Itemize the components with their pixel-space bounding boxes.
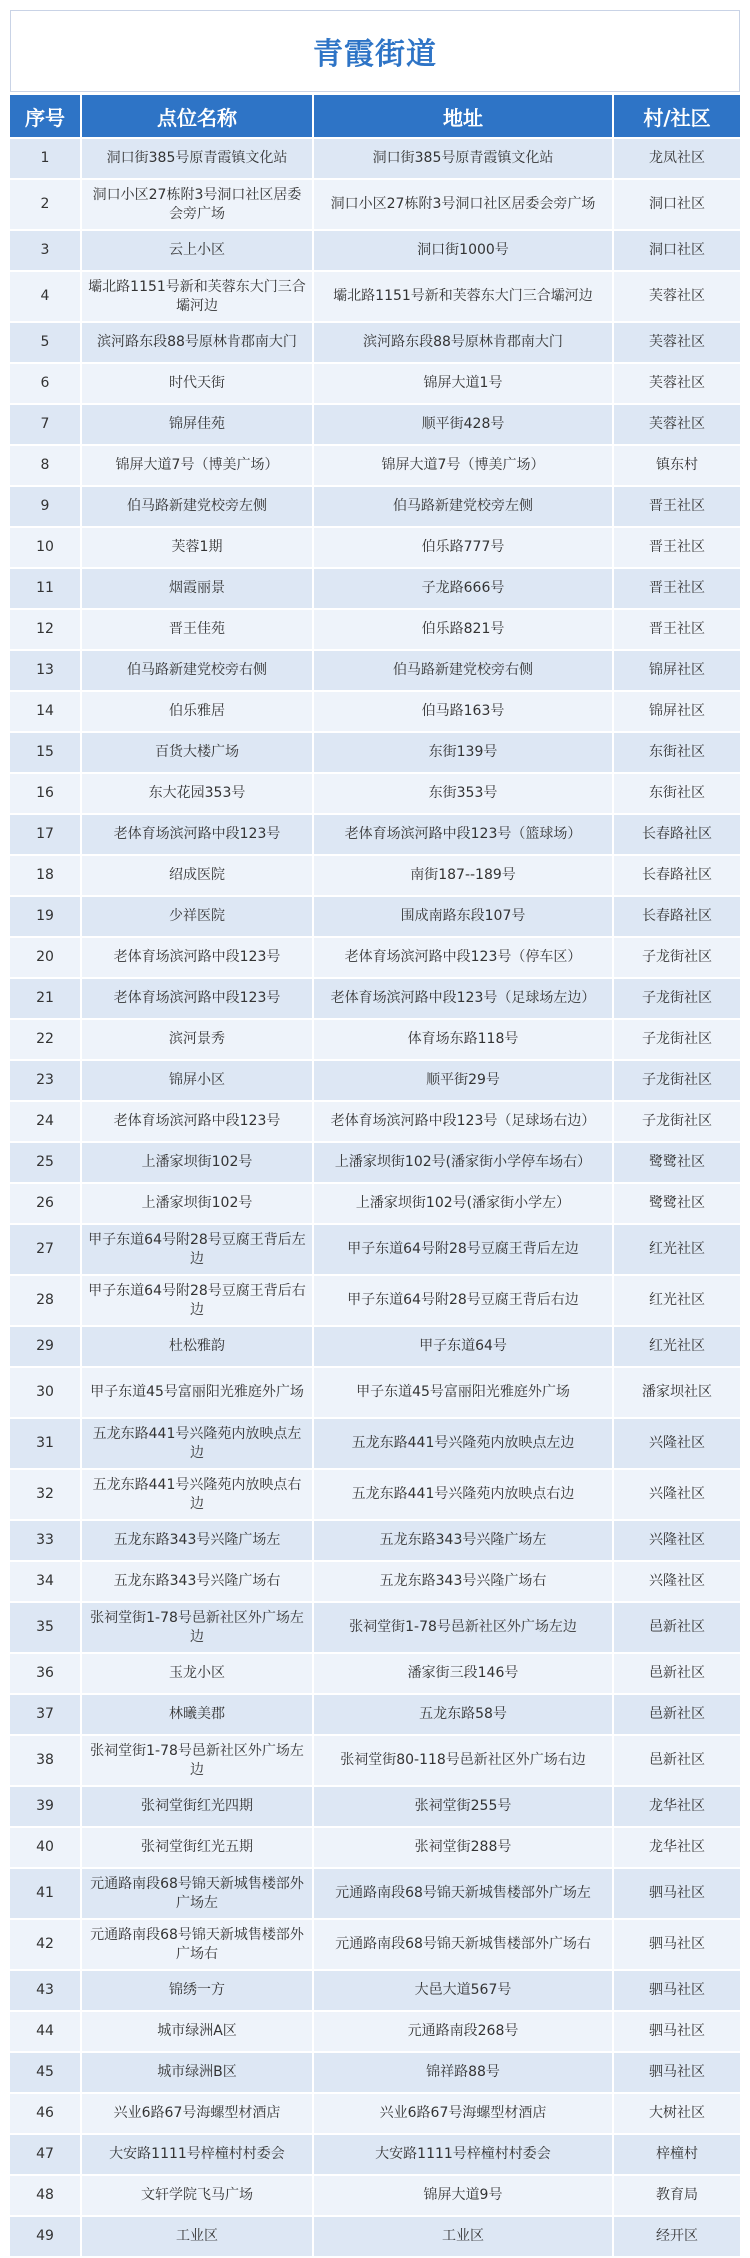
table-row bbox=[10, 364, 740, 403]
cell-community: 洞口社区 bbox=[614, 180, 740, 229]
cell-index: 41 bbox=[10, 1869, 82, 1918]
cell-address: 伯乐路777号 bbox=[314, 528, 614, 567]
table-row bbox=[10, 1603, 740, 1652]
cell-location-name: 烟霞丽景 bbox=[82, 569, 314, 608]
cell-index: 25 bbox=[10, 1143, 82, 1182]
table-row bbox=[10, 1419, 740, 1468]
cell-address: 张祠堂街1-78号邑新社区外广场左边 bbox=[314, 1603, 614, 1652]
cell-address: 洞口小区27栋附3号洞口社区居委会旁广场 bbox=[314, 180, 614, 229]
table-row bbox=[10, 856, 740, 895]
table-row bbox=[10, 1276, 740, 1325]
cell-community: 红光社区 bbox=[614, 1225, 740, 1274]
cell-location-name: 元通路南段68号锦天新城售楼部外广场左 bbox=[82, 1869, 314, 1918]
cell-community: 大树社区 bbox=[614, 2094, 740, 2133]
cell-location-name: 五龙东路441号兴隆苑内放映点左边 bbox=[82, 1419, 314, 1468]
table-row bbox=[10, 2176, 740, 2215]
cell-address: 工业区 bbox=[314, 2217, 614, 2256]
table-row bbox=[10, 1327, 740, 1366]
table-body bbox=[10, 139, 740, 2256]
cell-location-name: 玉龙小区 bbox=[82, 1654, 314, 1693]
cell-index: 11 bbox=[10, 569, 82, 608]
cell-location-name: 锦绣一方 bbox=[82, 1971, 314, 2010]
cell-index: 39 bbox=[10, 1787, 82, 1826]
table-row bbox=[10, 2217, 740, 2256]
cell-community: 芙蓉社区 bbox=[614, 405, 740, 444]
cell-location-name: 上潘家坝街102号 bbox=[82, 1143, 314, 1182]
cell-community: 红光社区 bbox=[614, 1276, 740, 1325]
cell-index: 8 bbox=[10, 446, 82, 485]
cell-index: 19 bbox=[10, 897, 82, 936]
cell-location-name: 滨河景秀 bbox=[82, 1020, 314, 1059]
cell-address: 锦祥路88号 bbox=[314, 2053, 614, 2092]
cell-address: 顺平街428号 bbox=[314, 405, 614, 444]
cell-address: 洞口街385号原青霞镇文化站 bbox=[314, 139, 614, 178]
table-row bbox=[10, 1102, 740, 1141]
cell-index: 37 bbox=[10, 1695, 82, 1734]
cell-address: 壩北路1151号新和芙蓉东大门三合壩河边 bbox=[314, 272, 614, 321]
cell-index: 45 bbox=[10, 2053, 82, 2092]
cell-community: 芙蓉社区 bbox=[614, 364, 740, 403]
cell-community: 龙凤社区 bbox=[614, 139, 740, 178]
cell-community: 教育局 bbox=[614, 2176, 740, 2215]
location-table bbox=[10, 93, 740, 2258]
cell-index: 18 bbox=[10, 856, 82, 895]
cell-community: 邑新社区 bbox=[614, 1736, 740, 1785]
cell-index: 21 bbox=[10, 979, 82, 1018]
cell-community: 子龙街社区 bbox=[614, 1061, 740, 1100]
cell-index: 23 bbox=[10, 1061, 82, 1100]
cell-index: 49 bbox=[10, 2217, 82, 2256]
cell-index: 13 bbox=[10, 651, 82, 690]
cell-location-name: 张祠堂街1-78号邑新社区外广场左边 bbox=[82, 1603, 314, 1652]
cell-index: 38 bbox=[10, 1736, 82, 1785]
table-row bbox=[10, 938, 740, 977]
cell-address: 南街187--189号 bbox=[314, 856, 614, 895]
cell-address: 元通路南段68号锦天新城售楼部外广场右 bbox=[314, 1920, 614, 1969]
cell-location-name: 锦屏大道7号（博美广场） bbox=[82, 446, 314, 485]
cell-community: 锦屏社区 bbox=[614, 692, 740, 731]
cell-community: 邑新社区 bbox=[614, 1695, 740, 1734]
cell-index: 15 bbox=[10, 733, 82, 772]
cell-address: 锦屏大道1号 bbox=[314, 364, 614, 403]
cell-location-name: 张祠堂街1-78号邑新社区外广场左边 bbox=[82, 1736, 314, 1785]
table-header-row bbox=[10, 95, 740, 137]
cell-address: 老体育场滨河路中段123号（篮球场） bbox=[314, 815, 614, 854]
table-row bbox=[10, 323, 740, 362]
cell-address: 张祠堂街255号 bbox=[314, 1787, 614, 1826]
cell-community: 晋王社区 bbox=[614, 569, 740, 608]
cell-location-name: 上潘家坝街102号 bbox=[82, 1184, 314, 1223]
cell-address: 东街353号 bbox=[314, 774, 614, 813]
cell-location-name: 城市绿洲B区 bbox=[82, 2053, 314, 2092]
cell-location-name: 文轩学院飞马广场 bbox=[82, 2176, 314, 2215]
cell-community: 驷马社区 bbox=[614, 1971, 740, 2010]
cell-index: 6 bbox=[10, 364, 82, 403]
table-row bbox=[10, 1736, 740, 1785]
cell-community: 梓橦村 bbox=[614, 2135, 740, 2174]
cell-community: 驷马社区 bbox=[614, 2012, 740, 2051]
cell-index: 29 bbox=[10, 1327, 82, 1366]
cell-location-name: 老体育场滨河路中段123号 bbox=[82, 938, 314, 977]
cell-location-name: 少祥医院 bbox=[82, 897, 314, 936]
cell-index: 20 bbox=[10, 938, 82, 977]
cell-location-name: 时代天街 bbox=[82, 364, 314, 403]
cell-address: 五龙东路441号兴隆苑内放映点右边 bbox=[314, 1470, 614, 1519]
cell-community: 镇东村 bbox=[614, 446, 740, 485]
cell-index: 27 bbox=[10, 1225, 82, 1274]
cell-address: 五龙东路58号 bbox=[314, 1695, 614, 1734]
cell-index: 17 bbox=[10, 815, 82, 854]
cell-address: 五龙东路343号兴隆广场左 bbox=[314, 1521, 614, 1560]
cell-community: 子龙街社区 bbox=[614, 1020, 740, 1059]
cell-index: 12 bbox=[10, 610, 82, 649]
cell-address: 老体育场滨河路中段123号（停车区） bbox=[314, 938, 614, 977]
cell-index: 26 bbox=[10, 1184, 82, 1223]
cell-community: 长春路社区 bbox=[614, 897, 740, 936]
cell-address: 甲子东道45号富丽阳光雅庭外广场 bbox=[314, 1368, 614, 1417]
table-row bbox=[10, 1184, 740, 1223]
table-row bbox=[10, 528, 740, 567]
cell-index: 22 bbox=[10, 1020, 82, 1059]
cell-address: 东街139号 bbox=[314, 733, 614, 772]
cell-community: 子龙街社区 bbox=[614, 938, 740, 977]
cell-address: 张祠堂街288号 bbox=[314, 1828, 614, 1867]
cell-location-name: 伯马路新建党校旁左侧 bbox=[82, 487, 314, 526]
table-row bbox=[10, 610, 740, 649]
table-row bbox=[10, 231, 740, 270]
cell-location-name: 滨河路东段88号原林肯郡南大门 bbox=[82, 323, 314, 362]
cell-address: 滨河路东段88号原林肯郡南大门 bbox=[314, 323, 614, 362]
cell-index: 30 bbox=[10, 1368, 82, 1417]
cell-index: 34 bbox=[10, 1562, 82, 1601]
cell-location-name: 兴业6路67号海螺型材酒店 bbox=[82, 2094, 314, 2133]
cell-address: 伯马路新建党校旁左侧 bbox=[314, 487, 614, 526]
cell-address: 体育场东路118号 bbox=[314, 1020, 614, 1059]
cell-index: 46 bbox=[10, 2094, 82, 2133]
cell-index: 47 bbox=[10, 2135, 82, 2174]
table-row bbox=[10, 1225, 740, 1274]
cell-index: 9 bbox=[10, 487, 82, 526]
table-row bbox=[10, 569, 740, 608]
cell-community: 长春路社区 bbox=[614, 856, 740, 895]
table-row bbox=[10, 774, 740, 813]
table-row bbox=[10, 1368, 740, 1417]
cell-community: 长春路社区 bbox=[614, 815, 740, 854]
cell-index: 32 bbox=[10, 1470, 82, 1519]
cell-location-name: 壩北路1151号新和芙蓉东大门三合壩河边 bbox=[82, 272, 314, 321]
cell-address: 元通路南段268号 bbox=[314, 2012, 614, 2051]
cell-address: 顺平街29号 bbox=[314, 1061, 614, 1100]
cell-community: 芙蓉社区 bbox=[614, 323, 740, 362]
cell-community: 潘家坝社区 bbox=[614, 1368, 740, 1417]
cell-address: 锦屏大道9号 bbox=[314, 2176, 614, 2215]
cell-index: 28 bbox=[10, 1276, 82, 1325]
cell-address: 伯马路163号 bbox=[314, 692, 614, 731]
table-row bbox=[10, 405, 740, 444]
table-row bbox=[10, 2012, 740, 2051]
cell-location-name: 杜松雅韵 bbox=[82, 1327, 314, 1366]
cell-community: 晋王社区 bbox=[614, 487, 740, 526]
cell-index: 36 bbox=[10, 1654, 82, 1693]
cell-community: 兴隆社区 bbox=[614, 1562, 740, 1601]
cell-address: 元通路南段68号锦天新城售楼部外广场左 bbox=[314, 1869, 614, 1918]
table-row bbox=[10, 487, 740, 526]
cell-address: 老体育场滨河路中段123号（足球场右边） bbox=[314, 1102, 614, 1141]
table-row bbox=[10, 1654, 740, 1693]
cell-location-name: 甲子东道45号富丽阳光雅庭外广场 bbox=[82, 1368, 314, 1417]
cell-index: 42 bbox=[10, 1920, 82, 1969]
cell-address: 甲子东道64号 bbox=[314, 1327, 614, 1366]
cell-address: 锦屏大道7号（博美广场） bbox=[314, 446, 614, 485]
cell-location-name: 五龙东路343号兴隆广场右 bbox=[82, 1562, 314, 1601]
cell-community: 红光社区 bbox=[614, 1327, 740, 1366]
table-row bbox=[10, 692, 740, 731]
table-row bbox=[10, 1521, 740, 1560]
cell-address: 甲子东道64号附28号豆腐王背后左边 bbox=[314, 1225, 614, 1274]
table-row bbox=[10, 1971, 740, 2010]
table-row bbox=[10, 815, 740, 854]
table-row bbox=[10, 1695, 740, 1734]
cell-community: 龙华社区 bbox=[614, 1828, 740, 1867]
table-row bbox=[10, 1920, 740, 1969]
cell-location-name: 大安路1111号梓橦村村委会 bbox=[82, 2135, 314, 2174]
table-row bbox=[10, 1470, 740, 1519]
cell-location-name: 锦屏小区 bbox=[82, 1061, 314, 1100]
table-row bbox=[10, 1562, 740, 1601]
cell-address: 上潘家坝街102号(潘家街小学左） bbox=[314, 1184, 614, 1223]
table-row bbox=[10, 651, 740, 690]
cell-location-name: 工业区 bbox=[82, 2217, 314, 2256]
cell-location-name: 伯乐雅居 bbox=[82, 692, 314, 731]
cell-index: 5 bbox=[10, 323, 82, 362]
cell-index: 3 bbox=[10, 231, 82, 270]
cell-index: 7 bbox=[10, 405, 82, 444]
cell-address: 五龙东路441号兴隆苑内放映点左边 bbox=[314, 1419, 614, 1468]
cell-community: 锦屏社区 bbox=[614, 651, 740, 690]
cell-index: 43 bbox=[10, 1971, 82, 2010]
cell-location-name: 甲子东道64号附28号豆腐王背后左边 bbox=[82, 1225, 314, 1274]
header-community: 村/社区 bbox=[614, 95, 740, 137]
cell-location-name: 绍成医院 bbox=[82, 856, 314, 895]
table-row bbox=[10, 272, 740, 321]
cell-community: 东街社区 bbox=[614, 733, 740, 772]
cell-address: 围成南路东段107号 bbox=[314, 897, 614, 936]
table-row bbox=[10, 733, 740, 772]
cell-community: 鹭鹭社区 bbox=[614, 1143, 740, 1182]
cell-community: 驷马社区 bbox=[614, 2053, 740, 2092]
cell-community: 晋王社区 bbox=[614, 610, 740, 649]
cell-location-name: 云上小区 bbox=[82, 231, 314, 270]
cell-location-name: 洞口小区27栋附3号洞口社区居委会旁广场 bbox=[82, 180, 314, 229]
cell-community: 鹭鹭社区 bbox=[614, 1184, 740, 1223]
cell-location-name: 晋王佳苑 bbox=[82, 610, 314, 649]
cell-location-name: 元通路南段68号锦天新城售楼部外广场右 bbox=[82, 1920, 314, 1969]
cell-address: 大邑大道567号 bbox=[314, 1971, 614, 2010]
cell-location-name: 张祠堂街红光四期 bbox=[82, 1787, 314, 1826]
cell-index: 33 bbox=[10, 1521, 82, 1560]
cell-community: 邑新社区 bbox=[614, 1603, 740, 1652]
cell-index: 31 bbox=[10, 1419, 82, 1468]
header-index: 序号 bbox=[10, 95, 82, 137]
cell-community: 驷马社区 bbox=[614, 1869, 740, 1918]
table-row bbox=[10, 1020, 740, 1059]
page-title: 青霞街道 bbox=[313, 37, 437, 72]
table-row bbox=[10, 979, 740, 1018]
table-row bbox=[10, 2135, 740, 2174]
cell-index: 4 bbox=[10, 272, 82, 321]
cell-address: 老体育场滨河路中段123号（足球场左边） bbox=[314, 979, 614, 1018]
cell-location-name: 张祠堂街红光五期 bbox=[82, 1828, 314, 1867]
cell-community: 经开区 bbox=[614, 2217, 740, 2256]
cell-community: 兴隆社区 bbox=[614, 1470, 740, 1519]
cell-index: 2 bbox=[10, 180, 82, 229]
cell-community: 子龙街社区 bbox=[614, 979, 740, 1018]
cell-community: 芙蓉社区 bbox=[614, 272, 740, 321]
cell-address: 张祠堂街80-118号邑新社区外广场右边 bbox=[314, 1736, 614, 1785]
cell-index: 1 bbox=[10, 139, 82, 178]
cell-location-name: 城市绿洲A区 bbox=[82, 2012, 314, 2051]
cell-community: 兴隆社区 bbox=[614, 1521, 740, 1560]
cell-index: 35 bbox=[10, 1603, 82, 1652]
cell-address: 伯马路新建党校旁右侧 bbox=[314, 651, 614, 690]
cell-community: 邑新社区 bbox=[614, 1654, 740, 1693]
table-row bbox=[10, 180, 740, 229]
cell-location-name: 老体育场滨河路中段123号 bbox=[82, 815, 314, 854]
cell-address: 潘家街三段146号 bbox=[314, 1654, 614, 1693]
table-row bbox=[10, 1869, 740, 1918]
table-row bbox=[10, 139, 740, 178]
table-row bbox=[10, 446, 740, 485]
cell-index: 10 bbox=[10, 528, 82, 567]
cell-community: 子龙街社区 bbox=[614, 1102, 740, 1141]
cell-address: 五龙东路343号兴隆广场右 bbox=[314, 1562, 614, 1601]
cell-index: 16 bbox=[10, 774, 82, 813]
cell-address: 大安路1111号梓橦村村委会 bbox=[314, 2135, 614, 2174]
table-row bbox=[10, 2053, 740, 2092]
cell-address: 兴业6路67号海螺型材酒店 bbox=[314, 2094, 614, 2133]
cell-index: 44 bbox=[10, 2012, 82, 2051]
title-box bbox=[10, 10, 740, 92]
cell-location-name: 锦屏佳苑 bbox=[82, 405, 314, 444]
table-row bbox=[10, 1828, 740, 1867]
cell-index: 14 bbox=[10, 692, 82, 731]
cell-location-name: 甲子东道64号附28号豆腐王背后右边 bbox=[82, 1276, 314, 1325]
cell-location-name: 伯马路新建党校旁右侧 bbox=[82, 651, 314, 690]
cell-address: 甲子东道64号附28号豆腐王背后右边 bbox=[314, 1276, 614, 1325]
cell-location-name: 洞口街385号原青霞镇文化站 bbox=[82, 139, 314, 178]
cell-community: 驷马社区 bbox=[614, 1920, 740, 1969]
cell-index: 48 bbox=[10, 2176, 82, 2215]
table-row bbox=[10, 1787, 740, 1826]
header-location-name: 点位名称 bbox=[82, 95, 314, 137]
cell-address: 上潘家坝街102号(潘家街小学停车场右） bbox=[314, 1143, 614, 1182]
cell-community: 龙华社区 bbox=[614, 1787, 740, 1826]
cell-community: 兴隆社区 bbox=[614, 1419, 740, 1468]
table-row bbox=[10, 897, 740, 936]
cell-location-name: 老体育场滨河路中段123号 bbox=[82, 1102, 314, 1141]
cell-index: 40 bbox=[10, 1828, 82, 1867]
cell-community: 东街社区 bbox=[614, 774, 740, 813]
cell-address: 洞口街1000号 bbox=[314, 231, 614, 270]
cell-index: 24 bbox=[10, 1102, 82, 1141]
cell-address: 伯乐路821号 bbox=[314, 610, 614, 649]
cell-community: 晋王社区 bbox=[614, 528, 740, 567]
table-row bbox=[10, 1061, 740, 1100]
cell-location-name: 东大花园353号 bbox=[82, 774, 314, 813]
header-address: 地址 bbox=[314, 95, 614, 137]
table-row bbox=[10, 2094, 740, 2133]
table-row bbox=[10, 1143, 740, 1182]
cell-location-name: 老体育场滨河路中段123号 bbox=[82, 979, 314, 1018]
cell-location-name: 五龙东路441号兴隆苑内放映点右边 bbox=[82, 1470, 314, 1519]
cell-community: 洞口社区 bbox=[614, 231, 740, 270]
cell-location-name: 五龙东路343号兴隆广场左 bbox=[82, 1521, 314, 1560]
cell-address: 子龙路666号 bbox=[314, 569, 614, 608]
cell-location-name: 百货大楼广场 bbox=[82, 733, 314, 772]
cell-location-name: 芙蓉1期 bbox=[82, 528, 314, 567]
cell-location-name: 林曦美郡 bbox=[82, 1695, 314, 1734]
